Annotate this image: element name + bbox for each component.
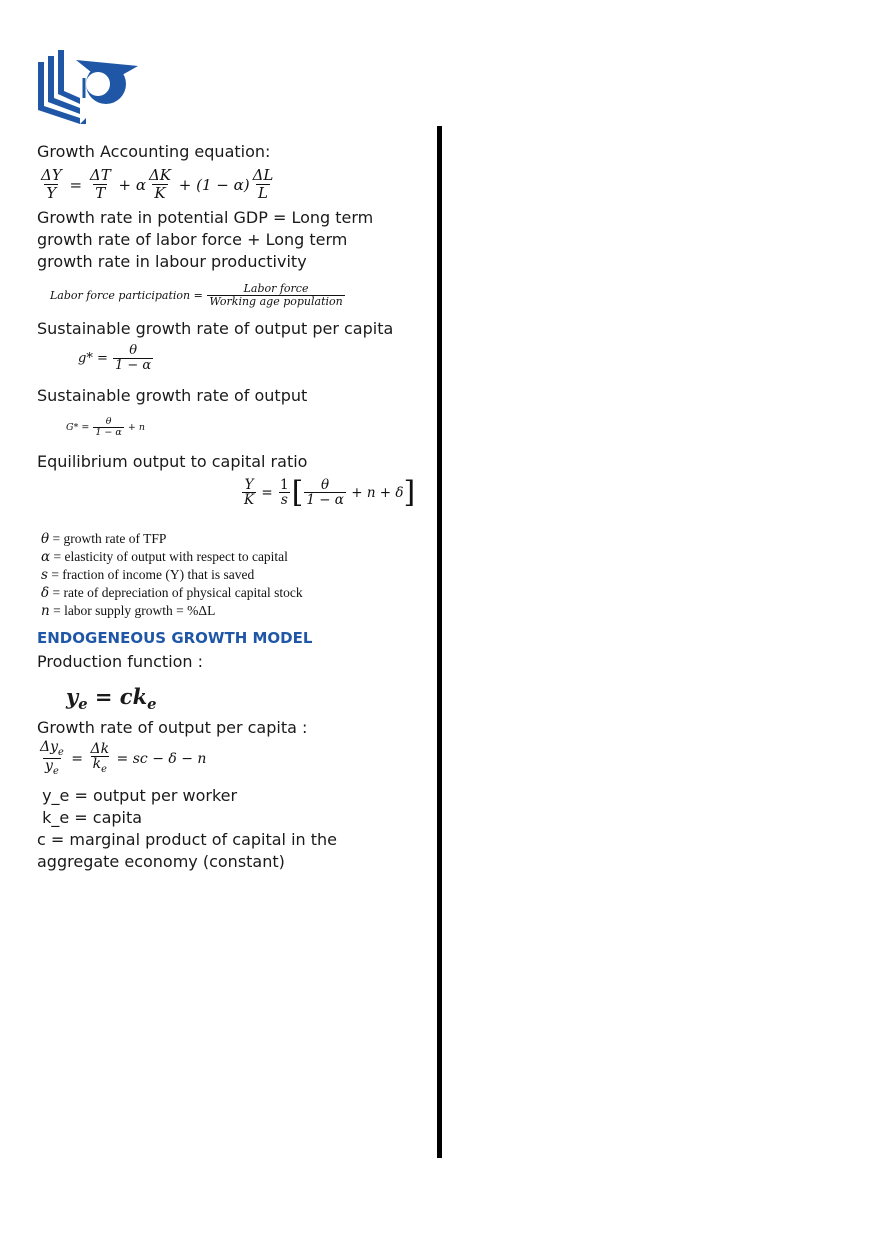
definition-row [41, 548, 303, 566]
definition-row [41, 584, 303, 602]
lfp-lhs: Labor force participation = [50, 288, 203, 302]
eq-s: s [280, 492, 288, 509]
note-capita: k_e = capita [37, 808, 143, 827]
def-symbol: θ [41, 531, 50, 547]
def-text: = fraction of income (Y) that is saved [51, 567, 255, 582]
def-symbol: s [41, 567, 48, 583]
growth-per-capita-equation: $\frac{\Delta y_e}{y_e}$ = $\frac{\Delta k}{k_e}$ = sc − δ − n [40, 739, 207, 777]
potential-gdp-text: Growth rate in potential GDP = Long term growth rate of labor force + Long term growth rate in labour productivity [37, 208, 374, 271]
G-lhs: G* = [66, 422, 90, 434]
pf-y: y [66, 684, 79, 709]
endogenous-heading: ENDOGENEOUS GROWTH MODEL [37, 629, 313, 647]
gpc-num1-sub: e [58, 746, 64, 758]
note-output-per-worker: y_e = output per worker [37, 786, 238, 805]
def-symbol: n [41, 603, 50, 619]
pf-rhs: = ck [94, 684, 148, 709]
eq-K: K [244, 492, 255, 509]
t1-den: T [95, 183, 106, 202]
production-function-label: Production function : [37, 652, 204, 671]
gpc-num2: Δk [90, 740, 110, 757]
eq-one-minus-alpha: 1 − α [306, 492, 344, 509]
G-num: θ [105, 416, 112, 427]
growth-per-capita-label: Growth rate of output per capita : [37, 718, 308, 737]
definition-row [41, 530, 303, 548]
pf-k-sub: e [147, 696, 157, 714]
labor-participation-equation [50, 283, 346, 308]
note-marginal-product: c = marginal product of capital in the aggregate economy (constant) [37, 830, 338, 871]
G-rhs: + n [127, 422, 145, 434]
def-text: = growth rate of TFP [52, 531, 167, 546]
lfp-num: Labor force [243, 282, 309, 295]
t2-den: K [154, 183, 166, 202]
eq-one: 1 [280, 477, 289, 493]
def-symbol: δ [41, 585, 50, 601]
t3-coef: (1 − α) [196, 175, 250, 194]
lfp-den: Working age population [209, 294, 343, 308]
t1-num: ΔT [89, 166, 111, 184]
growth-accounting-equation: $\frac{\Delta Y}{Y}$ = $\frac{\Delta T}{T}$ + α $\frac{\Delta K}{K}$ + (1 − α) $\frac{\Delta L}{L}$ [41, 166, 274, 202]
def-text: = rate of depreciation of physical capital stock [52, 585, 303, 600]
def-text: = elasticity of output with respect to capital [53, 549, 288, 564]
def-symbol: α [41, 549, 51, 565]
equilibrium-label: Equilibrium output to capital ratio [37, 452, 308, 471]
production-function-equation [66, 684, 156, 713]
eq-theta: θ [321, 477, 330, 493]
eq-Y: Y [244, 477, 254, 493]
definition-row [41, 566, 303, 584]
definition-row [41, 602, 303, 620]
t2-num: ΔK [148, 166, 171, 184]
eq-lhs-den: Y [46, 183, 57, 202]
gpc-rhs: = sc − δ − n [116, 750, 207, 767]
gpc-den2: k [92, 756, 102, 773]
G-den: 1 − α [95, 426, 122, 438]
gpc-num1: Δy [40, 739, 59, 755]
def-text: = labor supply growth = %ΔL [53, 603, 216, 618]
equilibrium-equation: $\frac{Y}{K}$ = $\frac{1}{s}$ [ $\frac{\theta}{1 - \alpha}$ + n + δ ] [244, 475, 416, 510]
eq-rest: + n + δ [351, 485, 404, 501]
g-lhs: g* = [78, 350, 108, 366]
column-divider [437, 126, 442, 1158]
g-den: 1 − α [115, 357, 152, 373]
g-num: θ [129, 343, 138, 358]
t3-den: L [258, 183, 268, 202]
t2-coef: α [135, 175, 146, 194]
sustainable-output-label: Sustainable growth rate of output [37, 386, 308, 405]
definitions-list [41, 530, 303, 620]
gpc-den2-sub: e [101, 764, 107, 776]
t3-num: ΔL [252, 166, 274, 184]
sustainable-output-equation [66, 417, 145, 438]
gpc-den1-sub: e [52, 765, 59, 777]
gpc-den1: y [45, 758, 53, 775]
eq-lhs: ΔY [41, 166, 62, 184]
book-graduation-cap-logo [36, 48, 140, 126]
sustainable-per-capita-equation [78, 344, 154, 373]
pf-y-sub: e [78, 696, 88, 714]
growth-accounting-label: Growth Accounting equation: [37, 142, 271, 161]
sustainable-per-capita-label: Sustainable growth rate of output per capita [37, 319, 394, 338]
